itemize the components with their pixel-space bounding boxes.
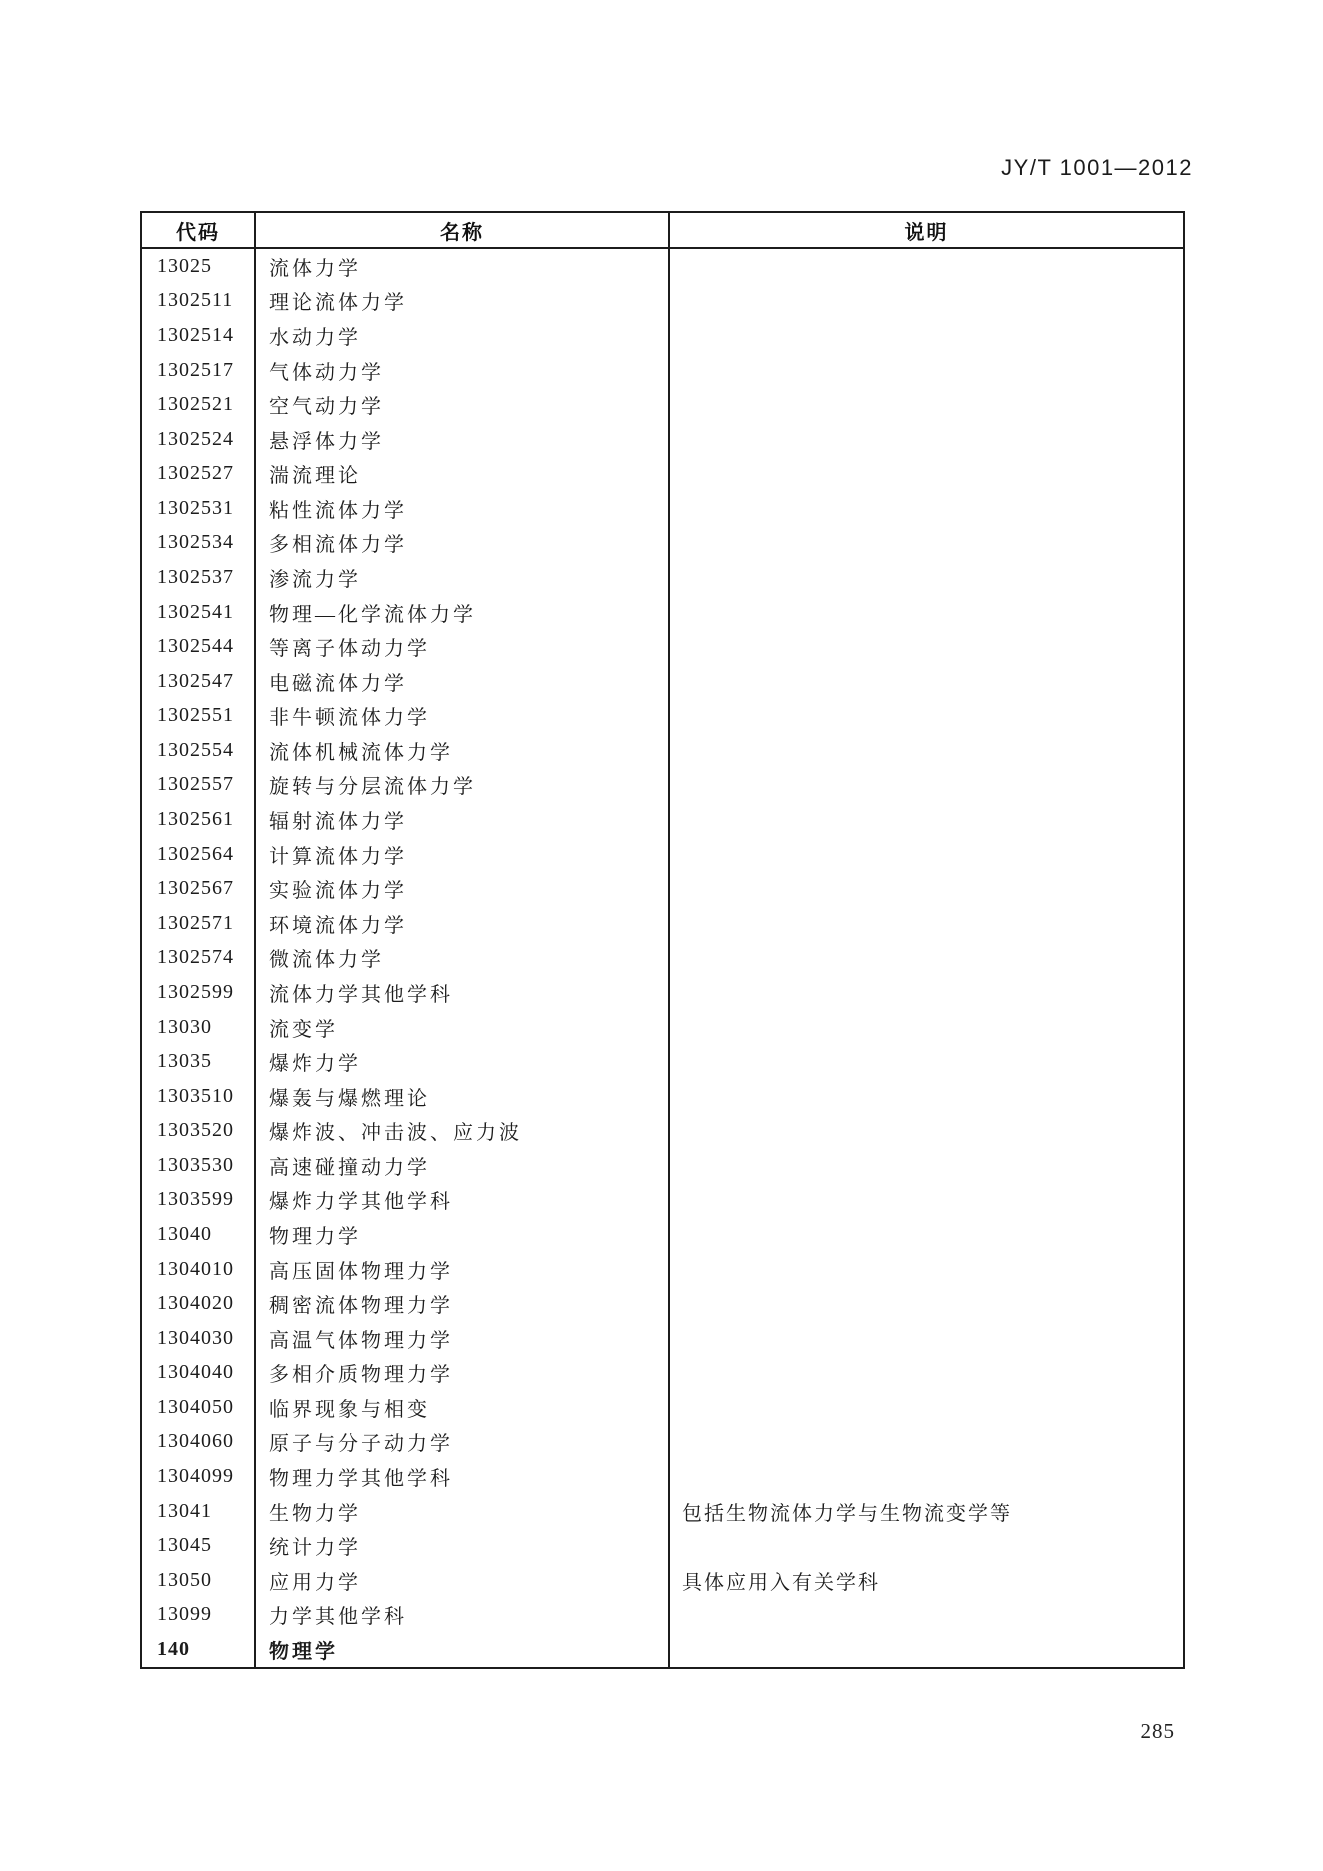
- code-cell: 13099: [142, 1598, 256, 1633]
- code-cell: 1302564: [142, 837, 256, 872]
- code-cell: 1302557: [142, 768, 256, 803]
- code-cell: 13035: [142, 1044, 256, 1079]
- name-cell: 湍流理论: [256, 456, 670, 491]
- name-cell: 物理—化学流体力学: [256, 595, 670, 630]
- table-row: [142, 1425, 1183, 1460]
- table-row: [142, 733, 1183, 768]
- table-row: [142, 1494, 1183, 1529]
- name-cell: 旋转与分层流体力学: [256, 768, 670, 803]
- name-cell: 多相介质物理力学: [256, 1356, 670, 1391]
- name-cell: 流体机械流体力学: [256, 733, 670, 768]
- code-cell: 140: [142, 1632, 256, 1667]
- name-cell: 临界现象与相变: [256, 1390, 670, 1425]
- name-cell: 流体力学: [256, 249, 670, 284]
- name-cell: 生物力学: [256, 1494, 670, 1529]
- table-row: [142, 491, 1183, 526]
- table-row: [142, 1598, 1183, 1633]
- description-cell: [670, 1286, 1183, 1321]
- description-cell: [670, 422, 1183, 457]
- code-cell: 1302574: [142, 941, 256, 976]
- code-cell: 1302517: [142, 353, 256, 388]
- description-cell: [670, 284, 1183, 319]
- code-cell: 13025: [142, 249, 256, 284]
- description-cell: [670, 1390, 1183, 1425]
- description-cell: [670, 1321, 1183, 1356]
- name-cell: 多相流体力学: [256, 526, 670, 561]
- code-cell: 1302571: [142, 906, 256, 941]
- classification-table: [140, 211, 1185, 1669]
- table-row: [142, 1563, 1183, 1598]
- name-cell: 高温气体物理力学: [256, 1321, 670, 1356]
- name-cell: 流体力学其他学科: [256, 975, 670, 1010]
- description-cell: [670, 941, 1183, 976]
- name-cell: 爆炸力学: [256, 1044, 670, 1079]
- description-cell: [670, 802, 1183, 837]
- name-cell: 水动力学: [256, 318, 670, 353]
- table-row: [142, 768, 1183, 803]
- code-cell: 1304099: [142, 1459, 256, 1494]
- table-row: [142, 1010, 1183, 1045]
- table-row: [142, 1217, 1183, 1252]
- table-row: [142, 1286, 1183, 1321]
- description-cell: [670, 1010, 1183, 1045]
- description-cell: [670, 456, 1183, 491]
- name-cell: 实验流体力学: [256, 871, 670, 906]
- name-cell: 微流体力学: [256, 941, 670, 976]
- name-cell: 稠密流体物理力学: [256, 1286, 670, 1321]
- code-cell: 1304060: [142, 1425, 256, 1460]
- code-cell: 1302561: [142, 802, 256, 837]
- description-cell: [670, 1356, 1183, 1391]
- name-cell: 渗流力学: [256, 560, 670, 595]
- table-row: [142, 1632, 1183, 1667]
- table-row: [142, 526, 1183, 561]
- description-cell: [670, 1598, 1183, 1633]
- description-cell: [670, 1183, 1183, 1218]
- table-row: [142, 595, 1183, 630]
- description-cell: [670, 526, 1183, 561]
- name-cell: 高速碰撞动力学: [256, 1148, 670, 1183]
- code-cell: 1302541: [142, 595, 256, 630]
- name-cell: 力学其他学科: [256, 1598, 670, 1633]
- name-cell: 粘性流体力学: [256, 491, 670, 526]
- table-row: [142, 387, 1183, 422]
- name-cell: 高压固体物理力学: [256, 1252, 670, 1287]
- code-cell: 1302551: [142, 699, 256, 734]
- document-number: JY/T 1001—2012: [1001, 155, 1193, 180]
- column-header-name: 名称: [256, 213, 670, 247]
- table-row: [142, 1148, 1183, 1183]
- table-row: [142, 629, 1183, 664]
- table-header-row: [142, 213, 1183, 249]
- table-row: [142, 906, 1183, 941]
- description-cell: [670, 1459, 1183, 1494]
- table-row: [142, 1321, 1183, 1356]
- table-row: [142, 941, 1183, 976]
- code-cell: 1304020: [142, 1286, 256, 1321]
- name-cell: 物理力学: [256, 1217, 670, 1252]
- code-cell: 1302554: [142, 733, 256, 768]
- table-body: [142, 249, 1183, 1667]
- table-row: [142, 1356, 1183, 1391]
- table-row: [142, 249, 1183, 284]
- description-cell: [670, 629, 1183, 664]
- table-row: [142, 318, 1183, 353]
- description-cell: [670, 249, 1183, 284]
- name-cell: 爆炸波、冲击波、应力波: [256, 1113, 670, 1148]
- code-cell: 1302521: [142, 387, 256, 422]
- code-cell: 1302534: [142, 526, 256, 561]
- code-cell: 1304050: [142, 1390, 256, 1425]
- code-cell: 1303510: [142, 1079, 256, 1114]
- description-cell: [670, 1079, 1183, 1114]
- table-row: [142, 456, 1183, 491]
- code-cell: 13030: [142, 1010, 256, 1045]
- code-cell: 1303520: [142, 1113, 256, 1148]
- name-cell: 应用力学: [256, 1563, 670, 1598]
- code-cell: 1302599: [142, 975, 256, 1010]
- code-cell: 1302567: [142, 871, 256, 906]
- code-cell: 1304030: [142, 1321, 256, 1356]
- table-row: [142, 871, 1183, 906]
- code-cell: 13041: [142, 1494, 256, 1529]
- description-cell: [670, 1217, 1183, 1252]
- description-cell: [670, 1632, 1183, 1667]
- name-cell: 理论流体力学: [256, 284, 670, 319]
- table-row: [142, 1528, 1183, 1563]
- table-row: [142, 1079, 1183, 1114]
- code-cell: 1302537: [142, 560, 256, 595]
- description-cell: [670, 906, 1183, 941]
- name-cell: 非牛顿流体力学: [256, 699, 670, 734]
- description-cell: [670, 837, 1183, 872]
- page-number: 285: [1140, 1719, 1175, 1743]
- description-cell: 包括生物流体力学与生物流变学等: [682, 1502, 1012, 1525]
- table-row: [142, 1459, 1183, 1494]
- table-row: [142, 284, 1183, 319]
- code-cell: 1302524: [142, 422, 256, 457]
- table-row: [142, 837, 1183, 872]
- description-cell: [670, 1113, 1183, 1148]
- table-row: [142, 975, 1183, 1010]
- name-cell: 环境流体力学: [256, 906, 670, 941]
- code-cell: 1302547: [142, 664, 256, 699]
- description-cell: [670, 353, 1183, 388]
- code-cell: 13040: [142, 1217, 256, 1252]
- name-cell: 流变学: [256, 1010, 670, 1045]
- description-cell: [670, 560, 1183, 595]
- table-row: [142, 560, 1183, 595]
- code-cell: 1303599: [142, 1183, 256, 1218]
- description-cell: [670, 1148, 1183, 1183]
- name-cell: 悬浮体力学: [256, 422, 670, 457]
- description-cell: [670, 387, 1183, 422]
- description-cell: [670, 733, 1183, 768]
- table-row: [142, 422, 1183, 457]
- code-cell: 13045: [142, 1528, 256, 1563]
- description-cell: [670, 1044, 1183, 1079]
- name-cell: 气体动力学: [256, 353, 670, 388]
- table-row: [142, 1183, 1183, 1218]
- table-row: [142, 699, 1183, 734]
- code-cell: 1302527: [142, 456, 256, 491]
- name-cell: 辐射流体力学: [256, 802, 670, 837]
- code-cell: 1304040: [142, 1356, 256, 1391]
- name-cell: 物理学: [256, 1632, 670, 1667]
- name-cell: 爆轰与爆燃理论: [256, 1079, 670, 1114]
- name-cell: 原子与分子动力学: [256, 1425, 670, 1460]
- description-cell: 具体应用入有关学科: [682, 1571, 880, 1594]
- table-row: [142, 353, 1183, 388]
- table-row: [142, 1252, 1183, 1287]
- code-cell: 1302511: [142, 284, 256, 319]
- description-cell: [670, 1425, 1183, 1460]
- name-cell: 计算流体力学: [256, 837, 670, 872]
- column-header-description: 说明: [904, 221, 949, 244]
- description-cell: [670, 491, 1183, 526]
- code-cell: 1304010: [142, 1252, 256, 1287]
- description-cell: [670, 699, 1183, 734]
- code-cell: 1302531: [142, 491, 256, 526]
- table-row: [142, 1390, 1183, 1425]
- table-row: [142, 664, 1183, 699]
- description-cell: [670, 1528, 1183, 1563]
- name-cell: 电磁流体力学: [256, 664, 670, 699]
- description-cell: [670, 318, 1183, 353]
- name-cell: 统计力学: [256, 1528, 670, 1563]
- code-cell: 13050: [142, 1563, 256, 1598]
- name-cell: 物理力学其他学科: [256, 1459, 670, 1494]
- code-cell: 1303530: [142, 1148, 256, 1183]
- description-cell: [670, 975, 1183, 1010]
- description-cell: [670, 1252, 1183, 1287]
- table-row: [142, 802, 1183, 837]
- code-cell: 1302514: [142, 318, 256, 353]
- description-cell: [670, 664, 1183, 699]
- column-header-code: 代码: [142, 213, 256, 247]
- description-cell: [670, 595, 1183, 630]
- description-cell: [670, 768, 1183, 803]
- name-cell: 空气动力学: [256, 387, 670, 422]
- name-cell: 爆炸力学其他学科: [256, 1183, 670, 1218]
- name-cell: 等离子体动力学: [256, 629, 670, 664]
- table-row: [142, 1044, 1183, 1079]
- code-cell: 1302544: [142, 629, 256, 664]
- description-cell: [670, 871, 1183, 906]
- table-row: [142, 1113, 1183, 1148]
